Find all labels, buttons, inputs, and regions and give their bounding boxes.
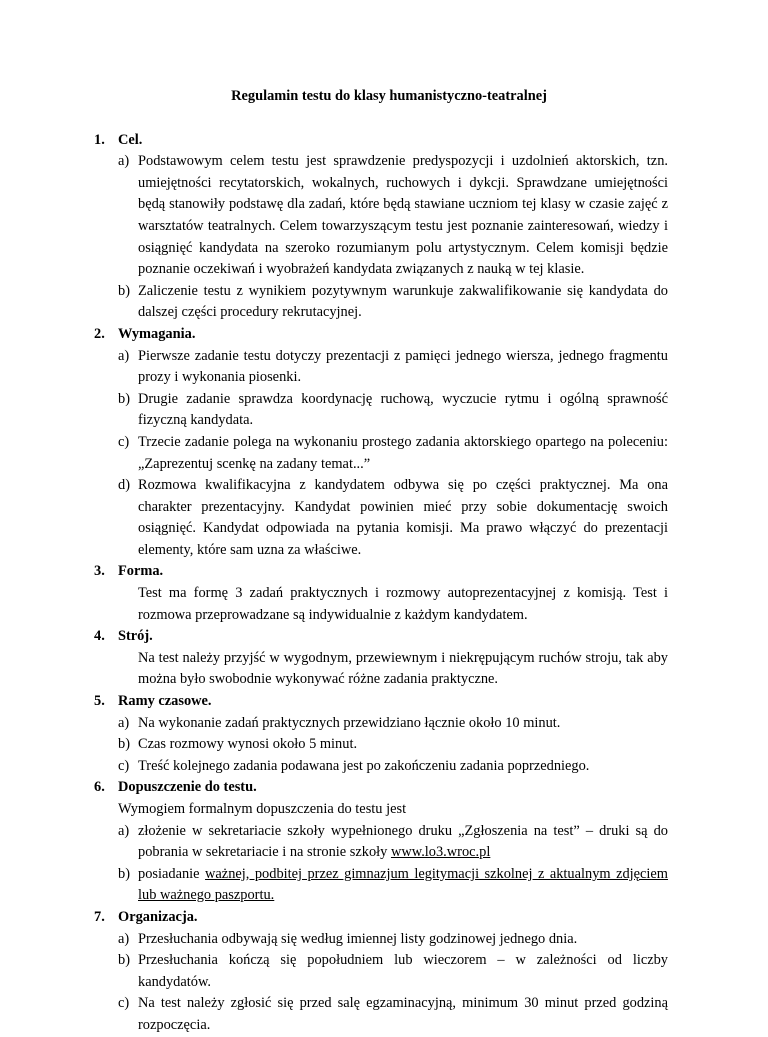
section-number: 5. — [94, 693, 105, 710]
section-number: 4. — [94, 628, 105, 645]
section-number: 6. — [94, 779, 105, 796]
item-text: Na wykonanie zadań praktycznych przewidziano łącznie około 10 minut. — [138, 714, 561, 731]
section-paragraph: Test ma formę 3 zadań praktycznych i rozmowy autoprezentacyjnej z komisją. Test i rozmowa przeprowadzane są indywidualnie z każdym kandydatem. — [138, 585, 668, 623]
list-item — [118, 281, 668, 324]
section-number: 2. — [94, 325, 105, 342]
section-title: Organizacja. — [118, 908, 198, 925]
section-dopuszczenie — [94, 777, 668, 907]
section-intro: Wymogiem formalnym dopuszczenia do testu jest — [118, 801, 407, 817]
item-text — [138, 864, 668, 907]
item-label: b) — [118, 282, 130, 299]
list-item — [118, 821, 668, 864]
item-text: Pierwsze zadanie testu dotyczy prezentacji z pamięci jednego wiersza, jednego fragmentu prozy i wykonania piosenki. — [138, 347, 668, 386]
item-label: c) — [118, 433, 130, 450]
item-text — [138, 821, 668, 864]
item-label: b) — [118, 390, 130, 407]
item-text: Trzecie zadanie polega na wykonaniu prostego zadania aktorskiego opartego na poleceniu: „Zaprezentuj scenkę na zadany temat...” — [138, 433, 668, 472]
list-item — [118, 734, 668, 756]
list-item — [118, 432, 668, 475]
section-ramy-czasowe — [94, 691, 668, 777]
section-organizacja — [94, 907, 668, 1037]
list-item — [118, 713, 668, 735]
item-text: Przesłuchania odbywają się według imiennej listy godzinowej jednego dnia. — [138, 930, 578, 947]
item-text: Drugie zadanie sprawdza koordynację ruchową, wyczucie rytmu i ogólną sprawność fizyczną kandydata. — [138, 390, 668, 429]
item-label: b) — [118, 736, 130, 753]
item-label: a) — [118, 822, 130, 839]
section-number: 3. — [94, 563, 105, 580]
item-text: Treść kolejnego zadania podawana jest po zakończeniu zadania poprzedniego. — [138, 757, 590, 774]
list-item — [118, 475, 668, 561]
item-text-start: złożenie w sekretariacie szkoły wypełnionego druku „Zgłoszenia na test” – druki są do pobrania w sekretariacie i na stronie szkoły — [138, 822, 668, 861]
item-label: a) — [118, 347, 130, 364]
list-item — [118, 929, 668, 951]
section-title: Strój. — [118, 628, 153, 645]
section-paragraph: Na test należy przyjść w wygodnym, przewiewnym i niekrępującym ruchów stroju, tak aby można było swobodnie wykonywać różne zadania praktyczne. — [138, 649, 668, 688]
item-text: Czas rozmowy wynosi około 5 minut. — [138, 736, 358, 753]
list-item — [118, 151, 668, 281]
item-text-start: posiadanie — [138, 865, 206, 882]
section-number: 1. — [94, 131, 105, 148]
item-label: b) — [118, 952, 130, 969]
list-item — [118, 864, 668, 907]
item-label: c) — [118, 995, 130, 1012]
underlined-requirement: ważnej, podbitej przez gimnazjum legitymacji szkolnej z aktualnym zdjęciem lub ważnego paszportu. — [138, 865, 669, 904]
section-cel — [94, 130, 668, 324]
section-title: Cel. — [118, 131, 143, 148]
section-number: 7. — [94, 908, 105, 925]
section-title: Ramy czasowe. — [118, 693, 212, 710]
list-item — [118, 950, 668, 993]
list-item — [118, 756, 668, 778]
item-text: Przesłuchania kończą się popołudniem lub wieczorem – w zależności od liczby kandydatów. — [138, 952, 668, 990]
section-wymagania — [94, 324, 668, 562]
document-title: Regulamin testu do klasy humanistyczno-teatralnej — [231, 88, 547, 104]
section-forma — [94, 561, 668, 626]
item-label: c) — [118, 757, 130, 774]
school-website-link[interactable]: www.lo3.wroc.pl — [390, 844, 491, 861]
section-stroj — [94, 626, 668, 691]
list-item — [118, 993, 668, 1036]
item-label: a) — [118, 714, 130, 731]
section-title: Forma. — [118, 563, 164, 580]
list-item — [118, 389, 668, 432]
item-label: a) — [118, 153, 130, 170]
item-text: Zaliczenie testu z wynikiem pozytywnym warunkuje zakwalifikowanie się kandydata do dalszej części procedury rekrutacyjnej. — [138, 282, 668, 321]
item-label: d) — [118, 477, 130, 494]
item-text: Na test należy zgłosić się przed salę egzaminacyjną, minimum 30 minut przed godziną rozpoczęcia. — [138, 995, 668, 1033]
section-title: Dopuszczenie do testu. — [118, 779, 257, 796]
item-label: b) — [118, 865, 130, 882]
section-title: Wymagania. — [118, 325, 196, 342]
list-item — [118, 346, 668, 389]
item-text: Podstawowym celem testu jest sprawdzenie predyspozycji i uzdolnień aktorskich, tzn. umiejętności recytatorskich, wokalnych, ruchowych i dykcji. Sprawdzane umiejętności będą stanowiły podstawę dla zadań, które będą stawiane uczniom tej klasy w czasie zajęć z warsztatów teatralnych. Celem towarzyszącym testu jest poznanie zainteresowań, wiedzy i osiągnięć kandydata na szeroko rozumianym polu artystycznym. Celem komisji będzie poznanie oczekiwań i wyobrażeń kandydata związanych z nauką w tej klasie. — [138, 153, 668, 278]
item-text: Rozmowa kwalifikacyjna z kandydatem odbywa się po części praktycznej. Ma ona charakter prezentacyjny. Kandydat powinien mieć przy sobie dokumentację swoich osiągnięć. Kandydat odpowiada na pytania komisji. Ma prawo włączyć do prezentacji elementy, które sam uzna za właściwe. — [138, 477, 668, 558]
item-label: a) — [118, 930, 130, 947]
